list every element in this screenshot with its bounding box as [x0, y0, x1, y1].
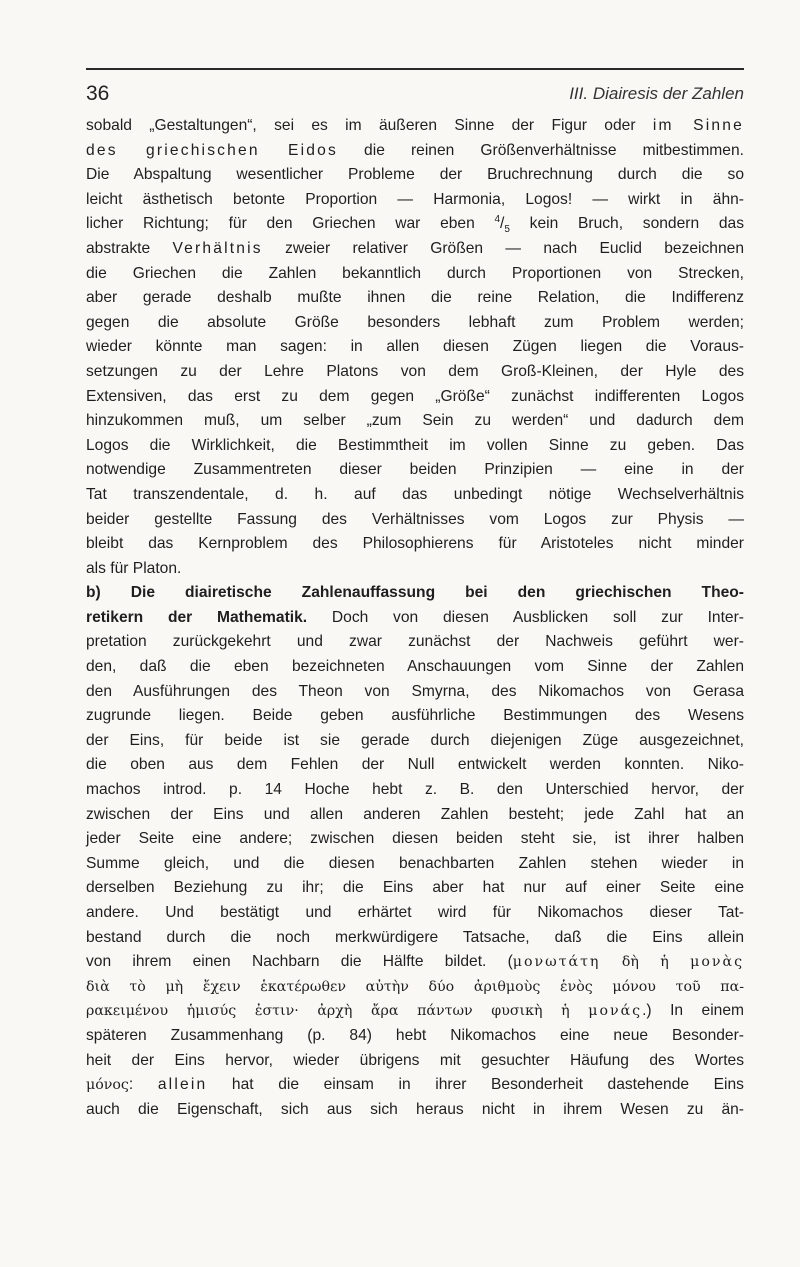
- text-line: abstrakte Verhältnis zweier relativer Größen — nach Euclid bezeichnen: [86, 239, 744, 257]
- text-line: machos introd. p. 14 Hoche hebt z. B. den Unterschied hervor, der: [86, 781, 744, 799]
- text-line: μόνος: allein hat die einsam in ihrer Besonderheit dastehende Eins: [86, 1076, 744, 1094]
- page-number: 36: [86, 82, 110, 105]
- text-line: die Griechen die Zahlen bekanntlich durch Proportionen von Strecken,: [86, 264, 744, 282]
- text-line: pretation zurückgekehrt und zwar zunächst der Nachweis geführt wer-: [86, 633, 744, 651]
- text-line: späteren Zusammenhang (p. 84) hebt Nikomachos eine neue Besonder-: [86, 1026, 744, 1044]
- body-text: [86, 114, 744, 1122]
- text-line: der Eins, für beide ist sie gerade durch diejenigen Züge ausgezeichnet,: [86, 731, 744, 749]
- text-line: als für Platon.: [86, 559, 182, 577]
- paragraph-1: [86, 114, 744, 581]
- text-line: setzungen zu der Lehre Platons von dem Groß-Kleinen, der Hyle des: [86, 362, 744, 380]
- greek-spaced: μονὰς: [690, 954, 745, 971]
- text-line: Summe gleich, und die diesen benachbarten Zahlen stehen wieder in: [86, 854, 744, 872]
- text-line: auch die Eigenschaft, sich aus sich heraus nicht in ihrem Wesen zu än-: [86, 1100, 744, 1118]
- text-line: derselben Beziehung zu ihr; die Eins aber hat nur auf einer Seite eine: [86, 879, 744, 897]
- spaced-emphasis: Verhältnis: [172, 239, 263, 257]
- text-line: retikern der Mathematik. Doch von diesen Ausblicken soll zur Inter-: [86, 608, 744, 626]
- greek-line: διὰ τὸ μὴ ἔχειν ἑκατέρωθεν αὐτὴν δύο ἀριθμοὺς ἑνὸς μόνου τοῦ πα-: [86, 978, 744, 995]
- text-line: bleibt das Kernproblem des Philosophierens für Aristoteles nicht minder: [86, 535, 744, 553]
- text-line: notwendige Zusammentreten dieser beiden Prinzipien — eine in der: [86, 461, 744, 479]
- text-line: zwischen der Eins und allen anderen Zahlen besteht; jede Zahl hat an: [86, 805, 744, 823]
- text-line: des griechischen Eidos die reinen Größenverhältnisse mitbestimmen.: [86, 141, 744, 159]
- spaced-emphasis: allein: [157, 1076, 208, 1094]
- text-line: wieder könnte man sagen: in allen diesen Zügen liegen die Voraus-: [86, 338, 744, 356]
- text-line: den Ausführungen des Theon von Smyrna, des Nikomachos von Gerasa: [86, 682, 744, 700]
- spaced-emphasis: im Sinne: [652, 117, 744, 134]
- text-line: licher Richtung; für den Griechen war eben $^4/_5$ kein Bruch, sondern das: [86, 214, 744, 236]
- spaced-emphasis: des griechischen Eidos: [86, 141, 338, 159]
- text-line: von ihrem einen Nachbarn die Hälfte bildet. (μονωτάτη δὴ ἡ μονὰς: [86, 953, 745, 971]
- text-line: heit der Eins hervor, wieder übrigens mit gesuchter Häufung des Wortes: [86, 1051, 744, 1069]
- fraction: $^4/_5$: [494, 214, 510, 236]
- greek-spaced: μονωτάτη: [512, 954, 601, 971]
- text-line: beider gestellte Fassung des Verhältnisses vom Logos zur Physis —: [86, 510, 744, 528]
- greek-spaced: μονάς: [588, 1003, 643, 1020]
- text-line: jeder Seite eine andere; zwischen diesen beiden steht sie, ist ihrer halben: [86, 830, 744, 848]
- text-line: ρακειμένου ἡμισύς ἐστιν· ἀρχὴ ἄρα πάντων φυσικὴ ἡ μονάς.) In einem: [86, 1002, 744, 1020]
- text-line: zugrunde liegen. Beide geben ausführliche Bestimmungen des Wesens: [86, 707, 744, 725]
- text-line: gegen die absolute Größe besonders lebhaft zum Problem werden;: [86, 313, 744, 331]
- running-head: III. Diairesis der Zahlen: [569, 84, 744, 103]
- text-line: andere. Und bestätigt und erhärtet wird für Nikomachos dieser Tat-: [86, 904, 744, 921]
- section-b: [86, 581, 744, 1122]
- text-line: Extensiven, das erst zu dem gegen „Größe“ zunächst indifferenten Logos: [86, 387, 744, 405]
- text-line: den, daß die eben bezeichneten Anschauungen vom Sinne der Zahlen: [86, 658, 744, 676]
- text-line: Die Abspaltung wesentlicher Probleme der Bruchrechnung durch die so: [86, 166, 744, 184]
- text-line: leicht ästhetisch betonte Proportion — Harmonia, Logos! — wirkt in ähn-: [86, 190, 744, 208]
- header-rule: [86, 68, 744, 70]
- page-header: [86, 80, 744, 112]
- text-line: aber gerade deshalb mußte ihnen die reine Relation, die Indifferenz: [86, 289, 744, 307]
- text-line: Tat transzendentale, d. h. auf das unbedingt nötige Wechselverhältnis: [86, 485, 744, 503]
- text-line: die oben aus dem Fehlen der Null entwickelt werden konnten. Niko-: [86, 756, 744, 774]
- text-line: sobald „Gestaltungen“, sei es im äußeren Sinne der Figur oder im Sinne: [86, 117, 744, 134]
- text-line: hinzukommen muß, um selber „zum Sein zu werden“ und dadurch dem: [86, 412, 744, 430]
- text-line: Logos die Wirklichkeit, die Bestimmtheit im vollen Sinne zu geben. Das: [86, 436, 744, 454]
- section-heading: b) Die diairetische Zahlenauffassung bei den griechischen Theo-: [86, 584, 744, 602]
- text-line: bestand durch die noch merkwürdigere Tatsache, daß die Eins allein: [86, 928, 744, 946]
